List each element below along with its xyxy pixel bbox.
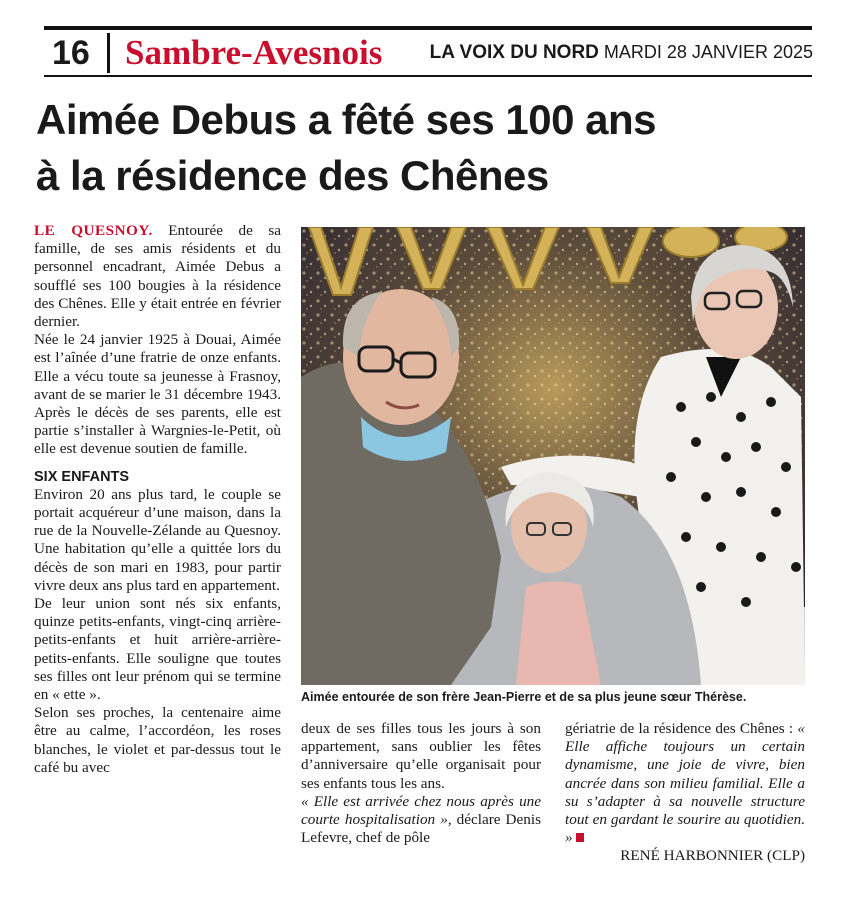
header-divider	[107, 33, 110, 73]
article-column-2	[301, 720, 541, 847]
paragraph-birth: Née le 24 janvier 1925 à Douai, Aimée est l’aînée d’une fratrie de onze enfants. Elle a vécu toute sa jeunesse à Frasnoy, avant de se marier le 31 décembre 1943. Après le décès de ses parents, elle est partie s’installer à Wargnies-le-Petit, où elle est devenue soutien de famille.	[34, 331, 281, 458]
end-mark-icon	[576, 833, 584, 842]
paragraph-likes: Selon ses proches, la centenaire aime être au calme, l’accordéon, les roses blanches, le violet et par-dessus tout le café bu avec	[34, 704, 281, 776]
paragraph-quote-2	[565, 720, 805, 847]
paragraph-intro	[34, 222, 281, 331]
headline	[36, 92, 796, 204]
top-rule	[44, 26, 812, 30]
photo-caption: Aimée entourée de son frère Jean-Pierre et de sa plus jeune sœur Thérèse.	[301, 690, 747, 704]
quote-dynamism: « Elle affiche toujours un certain dynamisme, une joie de vivre, bien ancrée dans son milieu familial. Elle a su s’adapter à sa nouvelle structure tout en gardant le sourire au quotidien. »	[565, 720, 805, 847]
intro-text: Entourée de sa famille, de ses amis résidents et du personnel encadrant, Aimée Debus a soufflé ses 100 bougies à la résidence des Chênes. Elle y était entrée en février dernier.	[34, 222, 281, 331]
masthead	[430, 40, 813, 65]
dateline: LE QUESNOY.	[34, 222, 153, 239]
paragraph-house: Environ 20 ans plus tard, le couple se portait acquéreur d’une maison, dans la rue de la Nouvelle-Zélande au Quesnoy. Une habitation qu’elle a quittée lors du décès de son mari en 1983, pour partir vivre deux ans plus tard en appartement.	[34, 485, 281, 594]
quote-attribution: , déclare Denis Lefevre, chef de pôle	[301, 811, 541, 847]
subheading: SIX ENFANTS	[34, 468, 130, 485]
quote-lead-in: gériatrie de la résidence des Chênes :	[565, 720, 798, 737]
paragraph-quote-1	[301, 793, 541, 848]
headline-line-1: Aimée Debus a fêté ses 100 ans	[36, 96, 657, 143]
header-bottom-rule	[44, 75, 812, 77]
headline-line-2: à la résidence des Chênes	[36, 152, 549, 199]
byline: RENÉ HARBONNIER (CLP)	[620, 847, 805, 865]
paragraph-birthdays: deux de ses filles tous les jours à son appartement, sans oublier les fêtes d’anniversaire qu’elle organisait pour ses enfants tous les ans.	[301, 720, 541, 792]
article-column-1	[34, 222, 281, 777]
article-photo	[301, 227, 805, 685]
quote-arrival: « Elle est arrivée chez nous après une courte hospitalisation »	[301, 792, 541, 829]
paragraph-family: De leur union sont nés six enfants, quinze petits-enfants, vingt-cinq arrière-petits-enfants et huit arrière-arrière-petits-enfants. Elle souligne que toutes ses filles ont leur prénom qui se termine en « ette ».	[34, 595, 281, 704]
newspaper-name: LA VOIX DU NORD	[429, 42, 599, 63]
page-number: 16	[52, 34, 90, 72]
section-title: Sambre-Avesnois	[125, 33, 383, 72]
issue-date: MARDI 28 JANVIER 2025	[603, 42, 813, 62]
article-column-3	[565, 720, 805, 866]
